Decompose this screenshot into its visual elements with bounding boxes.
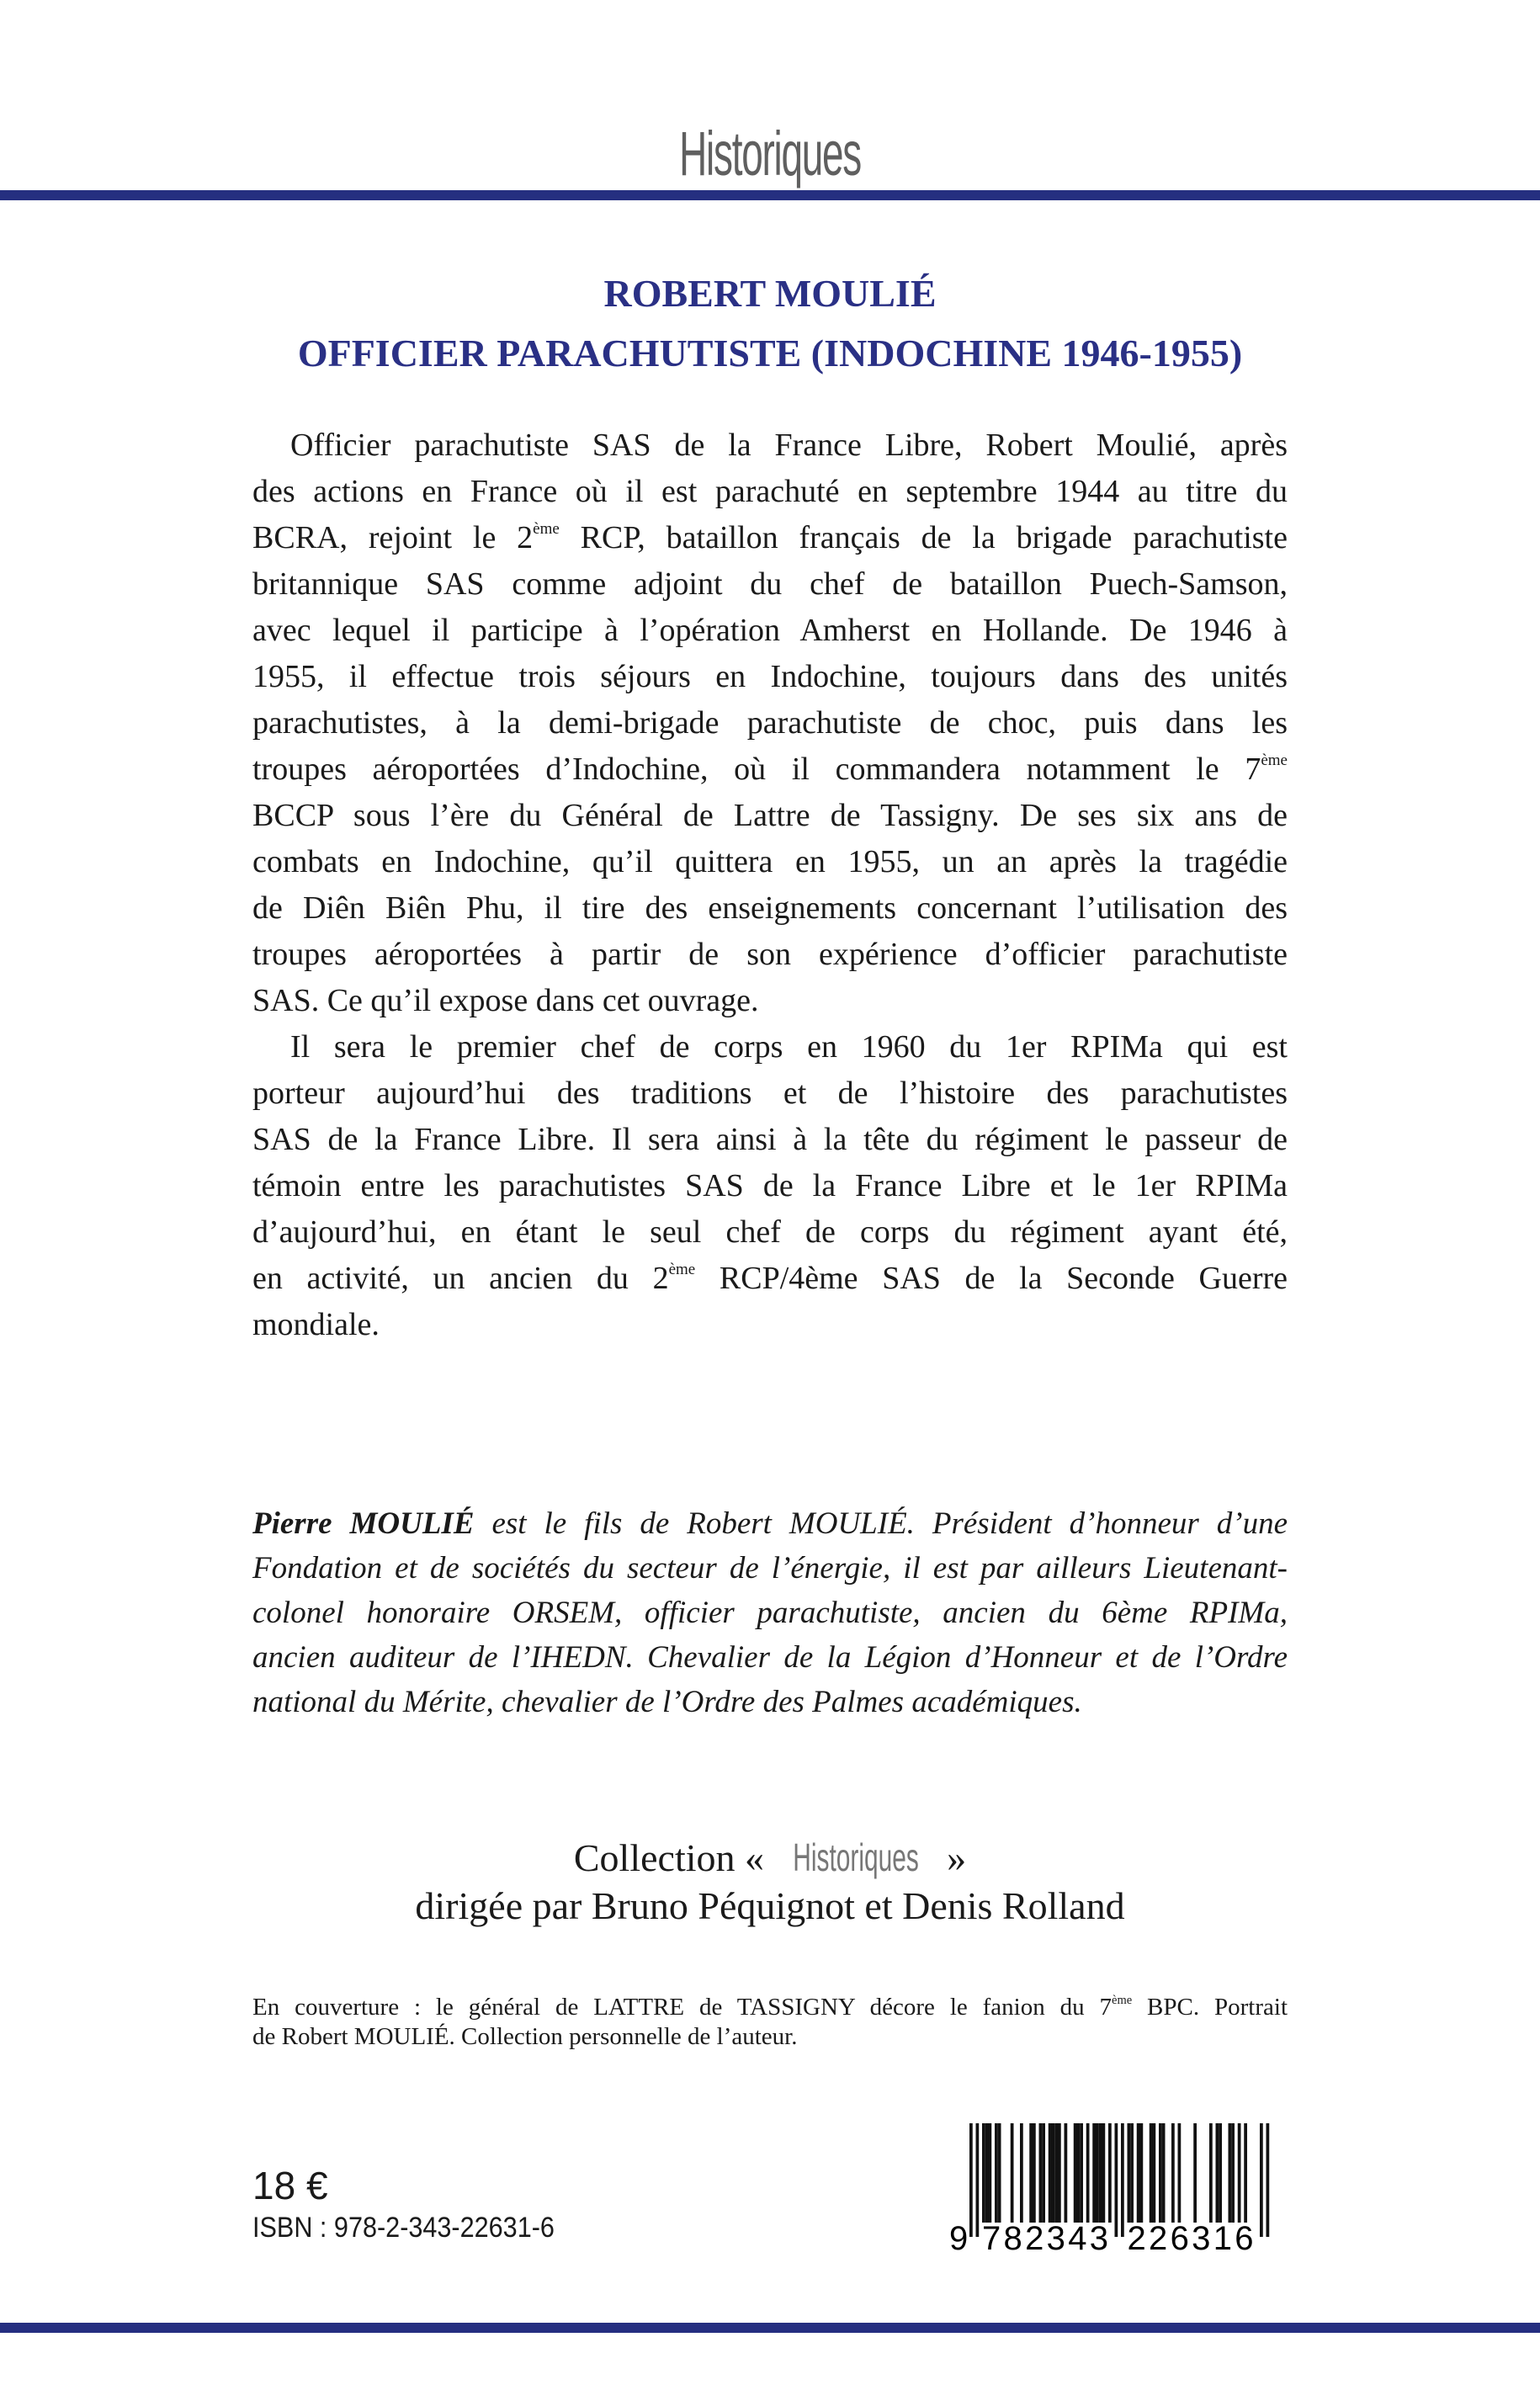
collection-logo: Historiques [792, 1835, 919, 1879]
barcode-bar [1039, 2123, 1043, 2223]
text-segment: combats en Indochine, qu’il quittera en 1955, un an après la tragédie [252, 844, 1288, 879]
text-segment: mondiale. [252, 1307, 380, 1342]
blurb-paragraph-2 [252, 1024, 1288, 1348]
text-segment: britannique SAS comme adjoint du chef de bataillon Puech-Samson, [252, 566, 1288, 602]
author-bio [252, 1501, 1288, 1724]
text-segment: parachutistes, à la demi-brigade parachutiste de choc, puis dans les [252, 705, 1288, 741]
text-line [252, 654, 1288, 700]
text-segment: RCP, bataillon français de la brigade parachutiste [559, 520, 1288, 555]
text-segment: d’aujourd’hui, en étant le seul chef de corps du régiment ayant été, [252, 1214, 1288, 1250]
text-segment: en activité, un ancien du 2 [252, 1261, 669, 1296]
barcode-digits: 782343 [982, 2220, 1108, 2257]
barcode-bar [1052, 2123, 1055, 2223]
series-logo: Historiques [679, 119, 861, 189]
barcode-bar [982, 2123, 985, 2223]
barcode-bar [1020, 2123, 1023, 2223]
barcode-bar [1121, 2123, 1124, 2237]
text-line [252, 1591, 1288, 1635]
text-line [252, 561, 1288, 608]
barcode-bar [1074, 2123, 1077, 2223]
barcode-bar [1267, 2123, 1270, 2237]
barcode-bar [1153, 2123, 1156, 2223]
text-line [252, 932, 1288, 978]
barcode-bar [1209, 2123, 1213, 2223]
text-line [252, 422, 1288, 469]
collection-prefix: Collection « [573, 1836, 774, 1879]
barcode-bar [1054, 2123, 1058, 2223]
text-segment: SAS de la France Libre. Il sera ainsi à la tête du régiment le passeur de [252, 1122, 1288, 1157]
superscript: ème [668, 1260, 696, 1278]
barcode-bar [1150, 2123, 1153, 2223]
barcode-bar [1099, 2123, 1102, 2223]
barcode-bar [1029, 2123, 1033, 2223]
text-segment: national du Mérite, chevalier de l’Ordre des Palmes académiques. [252, 1685, 1082, 1719]
text-line [252, 1546, 1288, 1591]
barcode [943, 2117, 1279, 2260]
superscript: ème [533, 519, 560, 538]
text-line [252, 746, 1288, 793]
barcode-digits: 226316 [1127, 2220, 1254, 2257]
collection-directors: dirigée par Bruno Péquignot et Denis Rolland [415, 1884, 1125, 1927]
barcode-bar [1130, 2123, 1134, 2223]
text-segment: Officier parachutiste SAS de la France Libre, Robert Moulié, après [290, 428, 1288, 463]
barcode-bar [1244, 2123, 1247, 2223]
text-segment: BCRA, rejoint le 2 [252, 520, 534, 555]
text-line [252, 793, 1288, 839]
barcode-bar [1086, 2123, 1090, 2223]
text-line [252, 515, 1288, 561]
text-line [252, 978, 1288, 1024]
text-segment: En couverture : le général de LATTRE de TASSIGNY décore le fanion du 7 [252, 1994, 1113, 2021]
barcode-bar [1096, 2123, 1099, 2223]
text-segment: de Robert MOULIÉ. Collection personnelle de l’auteur. [252, 2023, 798, 2050]
superscript: ème [1112, 1993, 1133, 2007]
text-segment: avec lequel il participe à l’opération Amherst en Hollande. De 1946 à [252, 613, 1288, 648]
text-line [252, 1635, 1288, 1680]
barcode-bar [1042, 2123, 1045, 2223]
barcode-bar [1171, 2123, 1175, 2223]
text-segment: est le fils de Robert MOULIÉ. Président d’honneur d’une [474, 1506, 1288, 1541]
collection-suffix: » [937, 1836, 967, 1879]
text-segment: porteur aujourd’hui des traditions et de l’histoire des parachutistes [252, 1076, 1288, 1111]
barcode-bar [985, 2123, 989, 2223]
superscript: ème [1261, 751, 1288, 769]
text-line [252, 1256, 1288, 1302]
barcode-bar [1065, 2123, 1068, 2223]
text-segment: BCCP sous l’ère du Général de Lattre de Tassigny. De ses six ans de [252, 798, 1288, 833]
top-rule [0, 190, 1540, 200]
barcode-bar [976, 2123, 980, 2237]
text-line [252, 700, 1288, 746]
barcode-bar [989, 2123, 992, 2223]
barcode-bar [1033, 2123, 1036, 2223]
text-segment: SAS. Ce qu’il expose dans cet ouvrage. [252, 983, 759, 1018]
barcode-bar [998, 2123, 1001, 2223]
barcode-bar [1011, 2123, 1014, 2223]
price: 18 € [252, 2164, 328, 2207]
text-segment: Fondation et de sociétés du secteur de l’énergie, il est par ailleurs Lieutenant- [252, 1551, 1288, 1586]
text-segment: BPC. Portrait [1132, 1994, 1288, 2021]
text-line [252, 1163, 1288, 1209]
text-line [252, 2022, 1288, 2052]
blurb-paragraph-1 [252, 422, 1288, 1024]
barcode-bar [1077, 2123, 1081, 2223]
text-segment: de Diên Biên Phu, il tire des enseignements concernant l’utilisation des [252, 890, 1288, 926]
barcode-bar [1238, 2123, 1241, 2223]
book-subtitle: OFFICIER PARACHUTISTE (INDOCHINE 1946-1955) [297, 332, 1243, 374]
text-segment: témoin entre les parachutistes SAS de la France Libre et le 1er RPIMa [252, 1168, 1288, 1203]
barcode-bar [1162, 2123, 1166, 2223]
text-line [252, 1680, 1288, 1724]
text-line [252, 1070, 1288, 1117]
bottom-rule [0, 2323, 1540, 2333]
barcode-bar [1108, 2123, 1112, 2223]
text-segment: 1955, il effectue trois séjours en Indochine, toujours dans des unités [252, 659, 1288, 694]
barcode-bar [1231, 2123, 1235, 2223]
barcode-bar [1058, 2123, 1061, 2223]
text-segment: ancien auditeur de l’IHEDN. Chevalier de la Légion d’Honneur et de l’Ordre [252, 1640, 1288, 1675]
book-title: ROBERT MOULIÉ [603, 272, 937, 315]
author-name: Pierre MOULIÉ [252, 1506, 475, 1541]
barcode-bar [1115, 2123, 1118, 2237]
barcode-bar [969, 2123, 973, 2237]
barcode-bar [1159, 2123, 1162, 2223]
barcode-bar [1219, 2123, 1222, 2223]
text-segment: des actions en France où il est parachuté en septembre 1944 au titre du [252, 474, 1288, 509]
barcode-bar [1137, 2123, 1140, 2223]
text-segment: troupes aéroportées à partir de son expérience d’officier parachutiste [252, 937, 1288, 972]
text-segment: RCP/4ème SAS de la Seconde Guerre [695, 1261, 1288, 1296]
isbn: ISBN : 978-2-343-22631-6 [252, 2212, 555, 2244]
text-line [252, 1117, 1288, 1163]
text-segment: troupes aéroportées d’Indochine, où il commandera notamment le 7 [252, 752, 1261, 787]
barcode-bar [1260, 2123, 1263, 2237]
barcode-bar [1229, 2123, 1232, 2223]
text-segment: colonel honoraire ORSEM, officier parachutiste, ancien du 6ème RPIMa, [252, 1596, 1288, 1630]
barcode-bar [1049, 2123, 1052, 2223]
text-line [252, 1501, 1288, 1546]
text-line [252, 885, 1288, 932]
text-line [252, 1209, 1288, 1256]
collection-line [0, 1833, 1540, 1883]
text-line [252, 469, 1288, 515]
cover-credit [252, 1993, 1288, 2052]
text-line [252, 608, 1288, 654]
text-line [252, 1024, 1288, 1070]
barcode-bar [1216, 2123, 1219, 2223]
barcode-bar [1080, 2123, 1083, 2223]
barcode-bar [1140, 2123, 1144, 2223]
barcode-bar [1128, 2123, 1131, 2223]
barcode-bar [1102, 2123, 1106, 2223]
text-line [252, 1993, 1288, 2022]
barcode-bar [1193, 2123, 1197, 2223]
text-line [252, 839, 1288, 885]
text-segment: Il sera le premier chef de corps en 1960 du 1er RPIMa qui est [290, 1029, 1288, 1065]
barcode-bar [1178, 2123, 1182, 2223]
barcode-bar [995, 2123, 998, 2223]
barcode-bar [1092, 2123, 1096, 2223]
barcode-digits: 9 [949, 2220, 969, 2257]
text-line [252, 1302, 1288, 1348]
